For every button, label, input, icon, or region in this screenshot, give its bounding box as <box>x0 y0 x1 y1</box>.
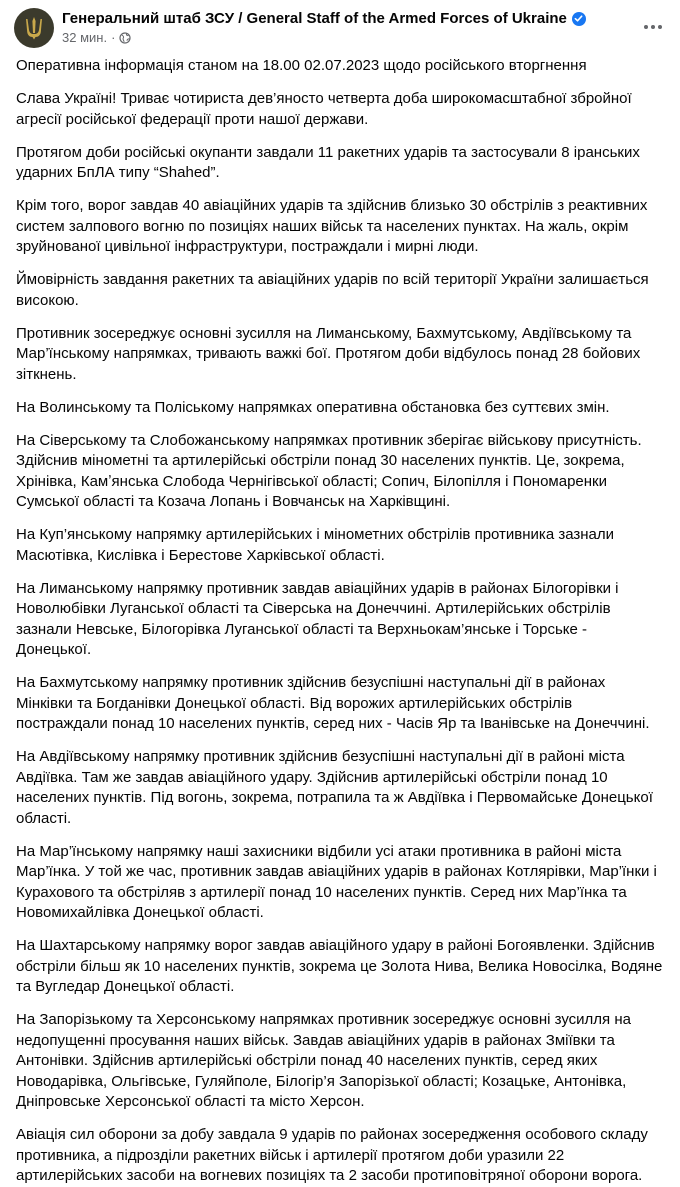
post-paragraph: На Волинському та Поліському напрямках оперативна обстановка без суттєвих змін. <box>16 398 610 416</box>
post-text <box>0 56 680 1187</box>
trident-logo-icon <box>22 15 46 41</box>
meta-separator: · <box>111 30 116 45</box>
more-options-icon[interactable] <box>640 14 666 40</box>
post-paragraph: Противник зосереджує основні зусилля на Лиманському, Бахмутському, Авдіївському та Мар’їнському напрямках, тривають важкі бої. Протягом доби відбулось понад 28 бойових зіткнень. <box>16 324 641 383</box>
post-paragraph: На Авдіївському напрямку противник здійснив безуспішні наступальні дії в районі міста Авдіївка. Там же завдав авіаційного удару. Здійснив артилерійські обстріли понад 10 населених пунктів. Під вогонь, зокрема, потрапила та ж Авдіївка і Первомайське Донецької області. <box>16 748 653 827</box>
post-paragraph: На Куп’янському напрямку артилерійських і мінометних обстрілів противника зазнали Масютівка, Кислівка і Берестове Харківської області. <box>16 526 615 564</box>
post-paragraph: Протягом доби російські окупанти завдали 11 ракетних ударів та застосували 8 іранських ударних БпЛА типу “Shahed”. <box>16 143 640 181</box>
post-header <box>0 0 680 56</box>
page-avatar[interactable] <box>14 8 54 48</box>
post-paragraph: Крім того, ворог завдав 40 авіаційних ударів та здійснив близько 30 обстрілів з реактивних систем залпового вогню по позиціях наших військ та населених пунктах. На жаль, окрім зруйнованої цивільної інфраструктури, постраждали і мирні люди. <box>16 197 648 255</box>
page-name-row <box>62 10 620 27</box>
post-paragraph: Авіація сил оборони за добу завдала 9 ударів по районах зосередження особового складу противника, а підрозділи ракетних військ і артилерії протягом доби уразили 22 артилерійських засоби на вогневих позиціях та 2 засоби протиповітряної оборони ворога. <box>16 1126 648 1184</box>
post-paragraph: Ймовірність завдання ракетних та авіаційних ударів по всій території України залишається високою. <box>16 271 649 309</box>
post-paragraph: На Лиманському напрямку противник завдав авіаційних ударів в районах Білогорівки і Новолюбівки Луганської області та Сіверська на Донеччині. Артилерійських обстрілів зазнали Невське, Білогорівка Луганської області та Верхньокам’янське і Торське - Донецької. <box>16 579 619 658</box>
post-meta <box>62 30 620 45</box>
post-paragraph: На Сіверському та Слобожанському напрямках противник зберігає військову присутність. Здійснив мінометні та артилерійські обстріли понад 30 населених пунктів. Це, зокрема, Хрінівка, Камʼянська Слобода Чернігівської області; Сопич, Білопілля і Пономаренки Сумської області та Козача Лопань і Вовчанськ на Харківщині. <box>16 431 642 510</box>
globe-icon[interactable] <box>119 32 131 44</box>
post-header-text <box>62 10 620 45</box>
post-paragraph: На Бахмутському напрямку противник здійснив безуспішні наступальні дії в районах Мінківки та Богданівки Донецької області. Від ворожих артилерійських обстрілів постраждали понад 10 населених пунктів, серед них - Часів Яр та Іванівське на Донеччині. <box>16 674 650 732</box>
post-paragraph: Слава Україні! Триває чотириста дев’яносто четверта доба широкомасштабної збройної агресії російської федерації проти нашої держави. <box>16 90 632 128</box>
post-paragraph: На Шахтарському напрямку ворог завдав авіаційного удару в районі Богоявленки. Здійснив обстріли більш як 10 населених пунктів, зокрема це Золота Нива, Велика Новосілка, Водяне та Вугледар Донецької області. <box>16 937 663 995</box>
post-paragraph: На Запорізькому та Херсонському напрямках противник зосереджує основні зусилля на недопущенні просування наших військ. Завдав авіаційних ударів в районах Зміївки та Антонівки. Здійснив артилерійські обстріли понад 40 населених пунктів, серед яких Новодарівка, Ольгівське, Гуляйполе, Білогір’я Запорізької області; Козацьке, Антонівка, Дніпровське Херсонської області та місто Херсон. <box>16 1011 631 1110</box>
post-paragraph: На Мар’їнському напрямку наші захисники відбили усі атаки противника в районі міста Мар’їнка. У той же час, противник завдав авіаційних ударів в районах Котлярівки, Мар’їнки і Курахового та обстріляв з артилерії понад 10 населених пунктів. Серед них Мар’їнка та Новомихайлівка Донецької області. <box>16 842 657 921</box>
post-timestamp[interactable]: 32 мин. <box>62 30 108 45</box>
page-name-link[interactable]: Генеральний штаб ЗСУ / General Staff of the Armed Forces of Ukraine <box>62 10 567 27</box>
post-paragraph: Оперативна інформація станом на 18.00 02.07.2023 щодо російського вторгнення <box>16 57 587 74</box>
verified-badge-icon <box>572 12 586 26</box>
